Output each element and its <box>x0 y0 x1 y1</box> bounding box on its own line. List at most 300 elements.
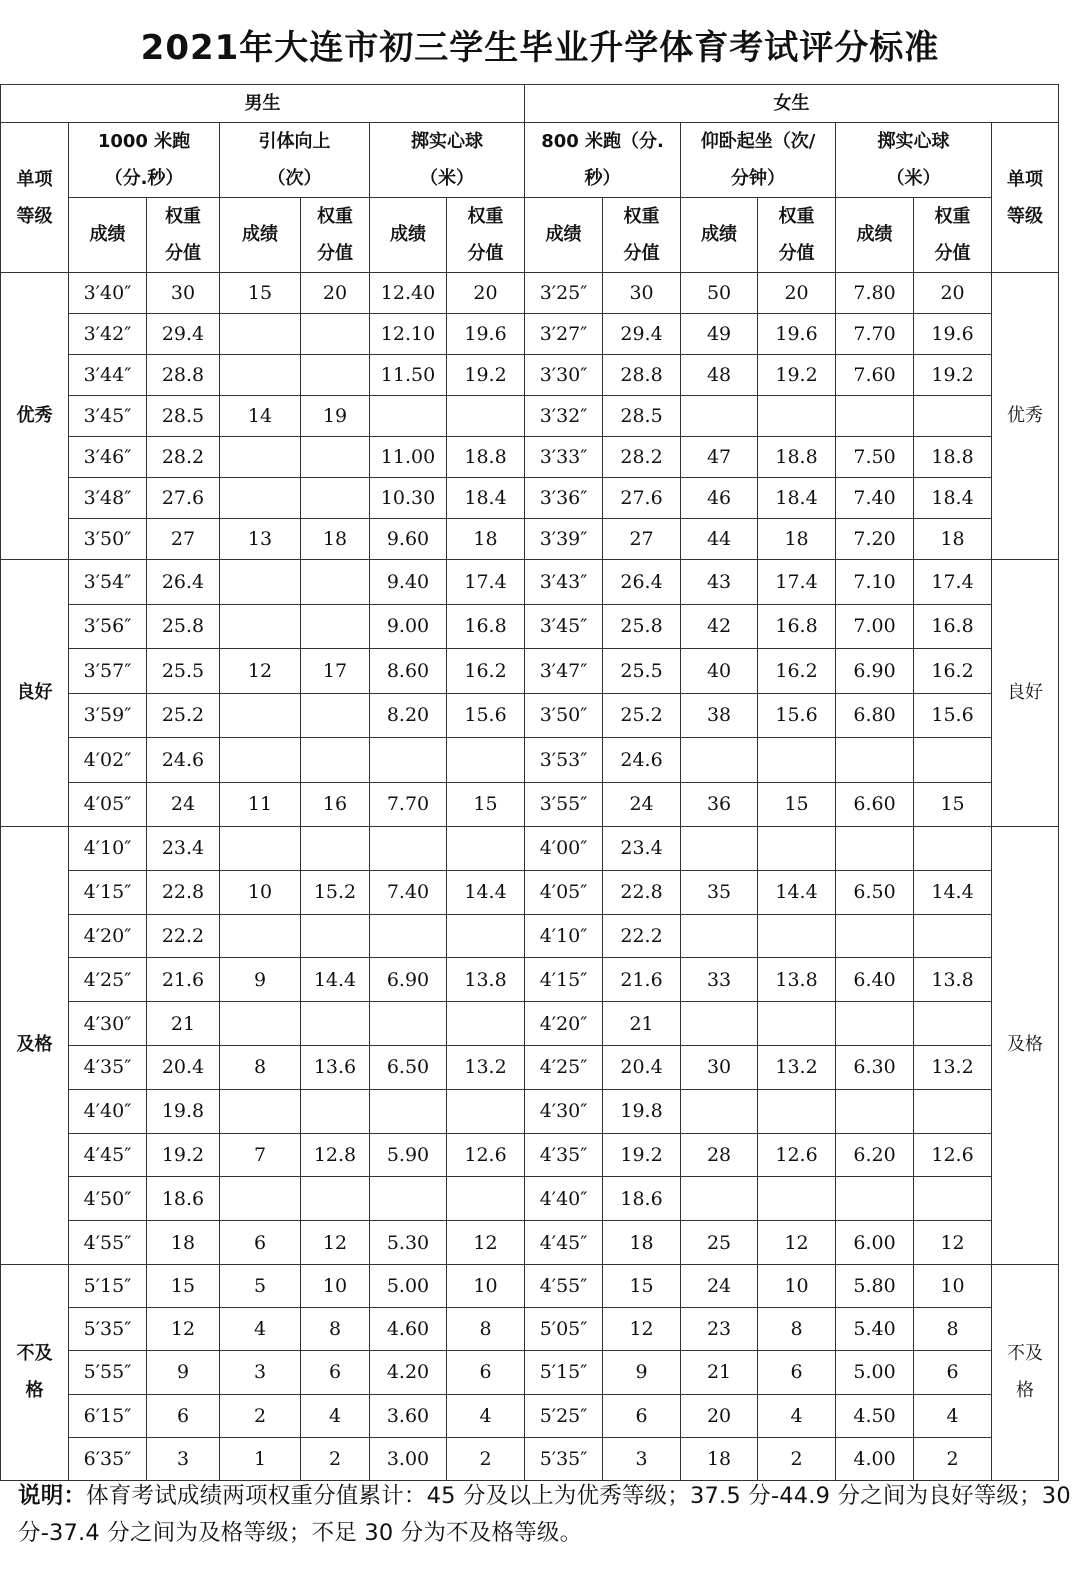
table-cell: 3 <box>220 1351 301 1394</box>
table-cell <box>301 355 370 396</box>
table-cell: 6.00 <box>836 1221 914 1265</box>
footnote-label: 说明： <box>18 1483 87 1509</box>
grade-label-left: 优秀 <box>1 273 69 560</box>
event-header-line: 秒） <box>584 168 621 189</box>
table-cell: 3′36″ <box>525 478 603 519</box>
table-cell <box>370 1002 447 1046</box>
table-cell <box>220 560 301 605</box>
table-cell <box>447 396 525 437</box>
table-cell: 15 <box>758 782 836 827</box>
table-cell: 6 <box>147 1394 220 1437</box>
table-cell: 10.30 <box>370 478 447 519</box>
event-header <box>836 123 992 198</box>
table-cell: 5.40 <box>836 1308 914 1351</box>
event-header <box>69 123 220 198</box>
table-cell: 18 <box>758 519 836 560</box>
table-cell: 6.60 <box>836 782 914 827</box>
table-cell: 9.40 <box>370 560 447 605</box>
table-cell: 30 <box>681 1045 758 1089</box>
table-cell: 3′48″ <box>69 478 147 519</box>
table-cell: 48 <box>681 355 758 396</box>
table-cell <box>370 738 447 783</box>
grade-label-line: 格 <box>1016 1380 1035 1402</box>
table-cell: 6 <box>758 1351 836 1394</box>
table-cell: 15 <box>914 782 992 827</box>
table-cell: 3′55″ <box>525 782 603 827</box>
table-cell <box>301 914 370 958</box>
grade-header-line: 等级 <box>16 205 53 227</box>
table-row <box>1 1437 1059 1480</box>
table-cell: 3′39″ <box>525 519 603 560</box>
grade-label-right: 优秀 <box>992 273 1059 560</box>
table-cell: 14.4 <box>758 870 836 914</box>
table-cell: 18 <box>301 519 370 560</box>
table-cell: 7.70 <box>836 314 914 355</box>
table-cell: 10 <box>220 870 301 914</box>
table-cell <box>447 1177 525 1221</box>
event-header <box>525 123 681 198</box>
table-cell <box>301 314 370 355</box>
table-cell: 44 <box>681 519 758 560</box>
event-header-line: 掷实心球 <box>411 131 484 152</box>
table-cell: 4′40″ <box>525 1177 603 1221</box>
table-cell: 13.8 <box>914 958 992 1002</box>
table-cell: 12.6 <box>914 1133 992 1177</box>
table-cell: 22.2 <box>147 914 220 958</box>
table-cell: 3′56″ <box>69 604 147 649</box>
table-cell: 4.00 <box>836 1437 914 1480</box>
table-cell: 10 <box>301 1264 370 1307</box>
table-cell: 50 <box>681 273 758 314</box>
table-cell <box>914 914 992 958</box>
table-cell: 17.4 <box>914 560 992 605</box>
table-cell: 18 <box>681 1437 758 1480</box>
table-cell: 18.8 <box>914 437 992 478</box>
table-cell: 7.40 <box>836 478 914 519</box>
event-header-line: 仰卧起坐（次/ <box>700 131 816 152</box>
table-cell: 7.20 <box>836 519 914 560</box>
table-cell: 33 <box>681 958 758 1002</box>
table-cell: 4′00″ <box>525 827 603 871</box>
table-cell: 15 <box>147 1264 220 1307</box>
table-cell: 3′50″ <box>69 519 147 560</box>
weight-subheader-line: 分值 <box>623 243 660 264</box>
table-cell: 27 <box>603 519 681 560</box>
event-header-line: （分.秒） <box>104 168 184 189</box>
table-cell: 2 <box>220 1394 301 1437</box>
table-row <box>1 693 1059 738</box>
table-cell: 1 <box>220 1437 301 1480</box>
grade-column-header-left <box>1 123 69 273</box>
table-cell: 25.5 <box>147 649 220 694</box>
table-cell: 16.2 <box>914 649 992 694</box>
table-cell: 12 <box>147 1308 220 1351</box>
table-cell: 5 <box>220 1264 301 1307</box>
table-cell <box>681 1002 758 1046</box>
table-row <box>1 519 1059 560</box>
table-cell: 13.2 <box>914 1045 992 1089</box>
table-cell: 8 <box>914 1308 992 1351</box>
table-cell: 6.90 <box>836 649 914 694</box>
table-cell: 7.50 <box>836 437 914 478</box>
table-cell: 46 <box>681 478 758 519</box>
weight-subheader-line: 权重 <box>467 206 504 227</box>
weight-subheader-line: 分值 <box>165 243 201 264</box>
table-cell <box>220 478 301 519</box>
table-cell: 19 <box>301 396 370 437</box>
weight-subheader-line: 分值 <box>467 243 504 264</box>
table-cell <box>914 1002 992 1046</box>
table-cell: 7 <box>220 1133 301 1177</box>
table-cell <box>301 560 370 605</box>
table-cell: 3′53″ <box>525 738 603 783</box>
table-cell: 17.4 <box>447 560 525 605</box>
table-cell: 4′25″ <box>69 958 147 1002</box>
table-cell: 15 <box>220 273 301 314</box>
table-cell: 6 <box>301 1351 370 1394</box>
table-cell <box>370 827 447 871</box>
table-cell: 3′32″ <box>525 396 603 437</box>
table-cell: 3′43″ <box>525 560 603 605</box>
table-cell: 28.8 <box>603 355 681 396</box>
table-cell: 3′44″ <box>69 355 147 396</box>
table-row <box>1 782 1059 827</box>
table-cell <box>758 1089 836 1133</box>
score-subheader: 成绩 <box>220 198 301 273</box>
table-cell: 14.4 <box>914 870 992 914</box>
table-cell: 3′42″ <box>69 314 147 355</box>
table-cell: 6.30 <box>836 1045 914 1089</box>
table-cell: 15 <box>603 1264 681 1307</box>
grade-column-header-right <box>992 123 1059 273</box>
table-cell: 20.4 <box>603 1045 681 1089</box>
table-cell <box>758 738 836 783</box>
table-row <box>1 1394 1059 1437</box>
table-cell: 4′15″ <box>525 958 603 1002</box>
table-cell: 35 <box>681 870 758 914</box>
table-cell: 4′55″ <box>525 1264 603 1307</box>
table-row <box>1 560 1059 605</box>
table-cell: 24 <box>147 782 220 827</box>
table-cell: 47 <box>681 437 758 478</box>
table-cell <box>681 738 758 783</box>
table-cell <box>681 396 758 437</box>
table-row <box>1 914 1059 958</box>
grade-header-line: 等级 <box>1007 205 1044 227</box>
table-cell: 2 <box>301 1437 370 1480</box>
table-cell <box>758 396 836 437</box>
table-cell: 7.60 <box>836 355 914 396</box>
female-header: 女生 <box>525 85 1059 123</box>
table-cell: 30 <box>603 273 681 314</box>
table-cell: 21 <box>147 1002 220 1046</box>
table-cell: 14.4 <box>447 870 525 914</box>
table-cell: 11 <box>220 782 301 827</box>
table-cell: 23.4 <box>603 827 681 871</box>
table-row <box>1 827 1059 871</box>
table-cell: 3′45″ <box>525 604 603 649</box>
table-cell: 7.10 <box>836 560 914 605</box>
table-cell: 17 <box>301 649 370 694</box>
weight-subheader <box>147 198 220 273</box>
table-row <box>1 1308 1059 1351</box>
table-cell: 15.6 <box>914 693 992 738</box>
table-cell: 3 <box>147 1437 220 1480</box>
table-cell: 18 <box>603 1221 681 1265</box>
table-cell <box>836 1002 914 1046</box>
table-cell: 3′50″ <box>525 693 603 738</box>
table-cell <box>301 1089 370 1133</box>
table-cell: 19.2 <box>914 355 992 396</box>
table-cell: 5′15″ <box>525 1351 603 1394</box>
table-cell: 11.50 <box>370 355 447 396</box>
table-row <box>1 1089 1059 1133</box>
table-cell: 7.70 <box>370 782 447 827</box>
table-cell: 24.6 <box>147 738 220 783</box>
table-cell: 25.2 <box>147 693 220 738</box>
table-cell <box>914 1177 992 1221</box>
table-cell: 13.8 <box>447 958 525 1002</box>
table-cell: 5′35″ <box>69 1308 147 1351</box>
table-cell: 21 <box>603 1002 681 1046</box>
table-cell: 27 <box>147 519 220 560</box>
table-cell: 13.2 <box>447 1045 525 1089</box>
table-cell: 9 <box>147 1351 220 1394</box>
table-cell: 19.6 <box>758 314 836 355</box>
table-cell <box>914 396 992 437</box>
table-cell: 4 <box>758 1394 836 1437</box>
table-cell: 28.8 <box>147 355 220 396</box>
table-cell: 12 <box>220 649 301 694</box>
table-cell: 36 <box>681 782 758 827</box>
table-cell: 12 <box>301 1221 370 1265</box>
table-cell: 4′15″ <box>69 870 147 914</box>
table-cell: 6.20 <box>836 1133 914 1177</box>
table-cell: 18.8 <box>758 437 836 478</box>
weight-subheader-line: 权重 <box>165 206 201 227</box>
table-cell: 18 <box>914 519 992 560</box>
table-cell <box>220 738 301 783</box>
table-cell: 4 <box>447 1394 525 1437</box>
table-cell: 26.4 <box>603 560 681 605</box>
table-cell: 4′10″ <box>525 914 603 958</box>
table-cell: 4′30″ <box>525 1089 603 1133</box>
table-cell: 2 <box>447 1437 525 1480</box>
table-cell: 18 <box>147 1221 220 1265</box>
table-row <box>1 738 1059 783</box>
table-cell: 22.2 <box>603 914 681 958</box>
table-cell: 12 <box>758 1221 836 1265</box>
table-cell: 6.40 <box>836 958 914 1002</box>
grade-label-left: 及格 <box>1 827 69 1265</box>
table-cell: 28.5 <box>147 396 220 437</box>
weight-subheader-line: 权重 <box>317 206 353 227</box>
event-header-line: 掷实心球 <box>877 131 950 152</box>
table-cell: 12.10 <box>370 314 447 355</box>
table-cell <box>220 355 301 396</box>
table-cell <box>447 738 525 783</box>
weight-subheader-line: 权重 <box>934 206 971 227</box>
table-cell: 4′10″ <box>69 827 147 871</box>
table-cell: 4 <box>301 1394 370 1437</box>
weight-subheader-line: 分值 <box>317 243 353 264</box>
table-cell: 24 <box>681 1264 758 1307</box>
table-cell: 40 <box>681 649 758 694</box>
table-cell: 8 <box>301 1308 370 1351</box>
table-cell: 49 <box>681 314 758 355</box>
table-cell: 16.8 <box>447 604 525 649</box>
table-cell: 18.4 <box>447 478 525 519</box>
table-cell: 5.00 <box>836 1351 914 1394</box>
table-cell <box>447 914 525 958</box>
table-cell <box>301 1177 370 1221</box>
table-cell: 28.2 <box>147 437 220 478</box>
weight-subheader <box>447 198 525 273</box>
table-cell: 27.6 <box>603 478 681 519</box>
weight-subheader <box>603 198 681 273</box>
table-cell: 6 <box>603 1394 681 1437</box>
table-row <box>1 1002 1059 1046</box>
table-cell <box>370 914 447 958</box>
table-cell: 6 <box>447 1351 525 1394</box>
table-cell: 9.00 <box>370 604 447 649</box>
table-cell: 13 <box>220 519 301 560</box>
table-cell: 28 <box>681 1133 758 1177</box>
grade-header-line: 单项 <box>16 168 53 190</box>
table-cell: 5.00 <box>370 1264 447 1307</box>
event-header-line: 分钟） <box>731 168 786 189</box>
table-cell <box>447 1002 525 1046</box>
table-row <box>1 355 1059 396</box>
table-cell: 25.2 <box>603 693 681 738</box>
table-cell: 4′35″ <box>525 1133 603 1177</box>
event-header <box>681 123 836 198</box>
table-cell: 5′55″ <box>69 1351 147 1394</box>
table-cell: 2 <box>758 1437 836 1480</box>
table-cell <box>301 604 370 649</box>
table-cell <box>836 738 914 783</box>
table-cell: 3′47″ <box>525 649 603 694</box>
table-cell: 6′15″ <box>69 1394 147 1437</box>
table-row <box>1 958 1059 1002</box>
table-cell: 4′55″ <box>69 1221 147 1265</box>
table-cell: 19.8 <box>147 1089 220 1133</box>
table-cell: 4 <box>914 1394 992 1437</box>
table-cell <box>220 314 301 355</box>
table-cell: 14 <box>220 396 301 437</box>
table-cell: 15.6 <box>447 693 525 738</box>
table-cell: 4′05″ <box>525 870 603 914</box>
table-cell: 42 <box>681 604 758 649</box>
weight-subheader-line: 分值 <box>934 243 971 264</box>
weight-subheader <box>301 198 370 273</box>
table-cell: 16.8 <box>758 604 836 649</box>
table-row <box>1 1351 1059 1394</box>
table-row <box>1 604 1059 649</box>
table-cell: 5′35″ <box>525 1437 603 1480</box>
table-cell: 29.4 <box>603 314 681 355</box>
table-cell: 25.5 <box>603 649 681 694</box>
table-cell: 18.6 <box>603 1177 681 1221</box>
table-cell: 4′35″ <box>69 1045 147 1089</box>
table-cell <box>836 914 914 958</box>
table-cell: 4.20 <box>370 1351 447 1394</box>
table-cell: 4′05″ <box>69 782 147 827</box>
table-cell: 19.2 <box>758 355 836 396</box>
table-cell: 28.2 <box>603 437 681 478</box>
table-cell: 12.6 <box>758 1133 836 1177</box>
table-cell <box>758 1002 836 1046</box>
score-subheader: 成绩 <box>681 198 758 273</box>
table-row <box>1 437 1059 478</box>
table-cell: 12 <box>603 1308 681 1351</box>
table-cell <box>447 827 525 871</box>
table-cell: 6 <box>220 1221 301 1265</box>
table-cell: 25.8 <box>147 604 220 649</box>
table-cell: 10 <box>914 1264 992 1307</box>
table-cell: 16.2 <box>758 649 836 694</box>
event-header <box>220 123 370 198</box>
table-cell <box>836 827 914 871</box>
table-cell: 12.8 <box>301 1133 370 1177</box>
table-cell: 19.2 <box>447 355 525 396</box>
table-cell: 4.60 <box>370 1308 447 1351</box>
table-cell <box>220 1002 301 1046</box>
table-cell <box>220 827 301 871</box>
event-header-line: （米） <box>886 168 941 189</box>
table-row <box>1 1221 1059 1265</box>
grade-label-line: 不及 <box>16 1343 53 1365</box>
table-cell: 12.40 <box>370 273 447 314</box>
table-cell: 3′25″ <box>525 273 603 314</box>
table-cell: 6′35″ <box>69 1437 147 1480</box>
event-header-line: 1000 米跑 <box>97 131 191 152</box>
grade-header-line: 单项 <box>1007 168 1044 190</box>
table-cell <box>447 1089 525 1133</box>
table-cell <box>301 693 370 738</box>
table-cell <box>370 396 447 437</box>
table-cell: 6 <box>914 1351 992 1394</box>
weight-subheader <box>914 198 992 273</box>
table-cell <box>220 1177 301 1221</box>
table-cell: 3.00 <box>370 1437 447 1480</box>
table-row <box>1 649 1059 694</box>
table-cell: 3′46″ <box>69 437 147 478</box>
table-cell: 19.6 <box>914 314 992 355</box>
table-cell: 2 <box>914 1437 992 1480</box>
event-header-line: （次） <box>267 168 322 189</box>
grade-label-right: 及格 <box>992 827 1059 1265</box>
page-title: 2021年大连市初三学生毕业升学体育考试评分标准 <box>140 28 940 68</box>
grade-label-left: 良好 <box>1 560 69 827</box>
table-cell: 8.60 <box>370 649 447 694</box>
table-cell: 16.8 <box>914 604 992 649</box>
table-cell: 22.8 <box>603 870 681 914</box>
table-cell: 12.6 <box>447 1133 525 1177</box>
table-row <box>1 1045 1059 1089</box>
table-cell: 18 <box>447 519 525 560</box>
table-cell <box>301 738 370 783</box>
table-cell: 4′40″ <box>69 1089 147 1133</box>
table-cell: 20 <box>758 273 836 314</box>
table-cell: 25 <box>681 1221 758 1265</box>
table-cell: 3′40″ <box>69 273 147 314</box>
table-cell: 6.90 <box>370 958 447 1002</box>
grade-label-left <box>1 1264 69 1480</box>
table-cell: 3′59″ <box>69 693 147 738</box>
table-cell: 15 <box>447 782 525 827</box>
table-cell: 23 <box>681 1308 758 1351</box>
